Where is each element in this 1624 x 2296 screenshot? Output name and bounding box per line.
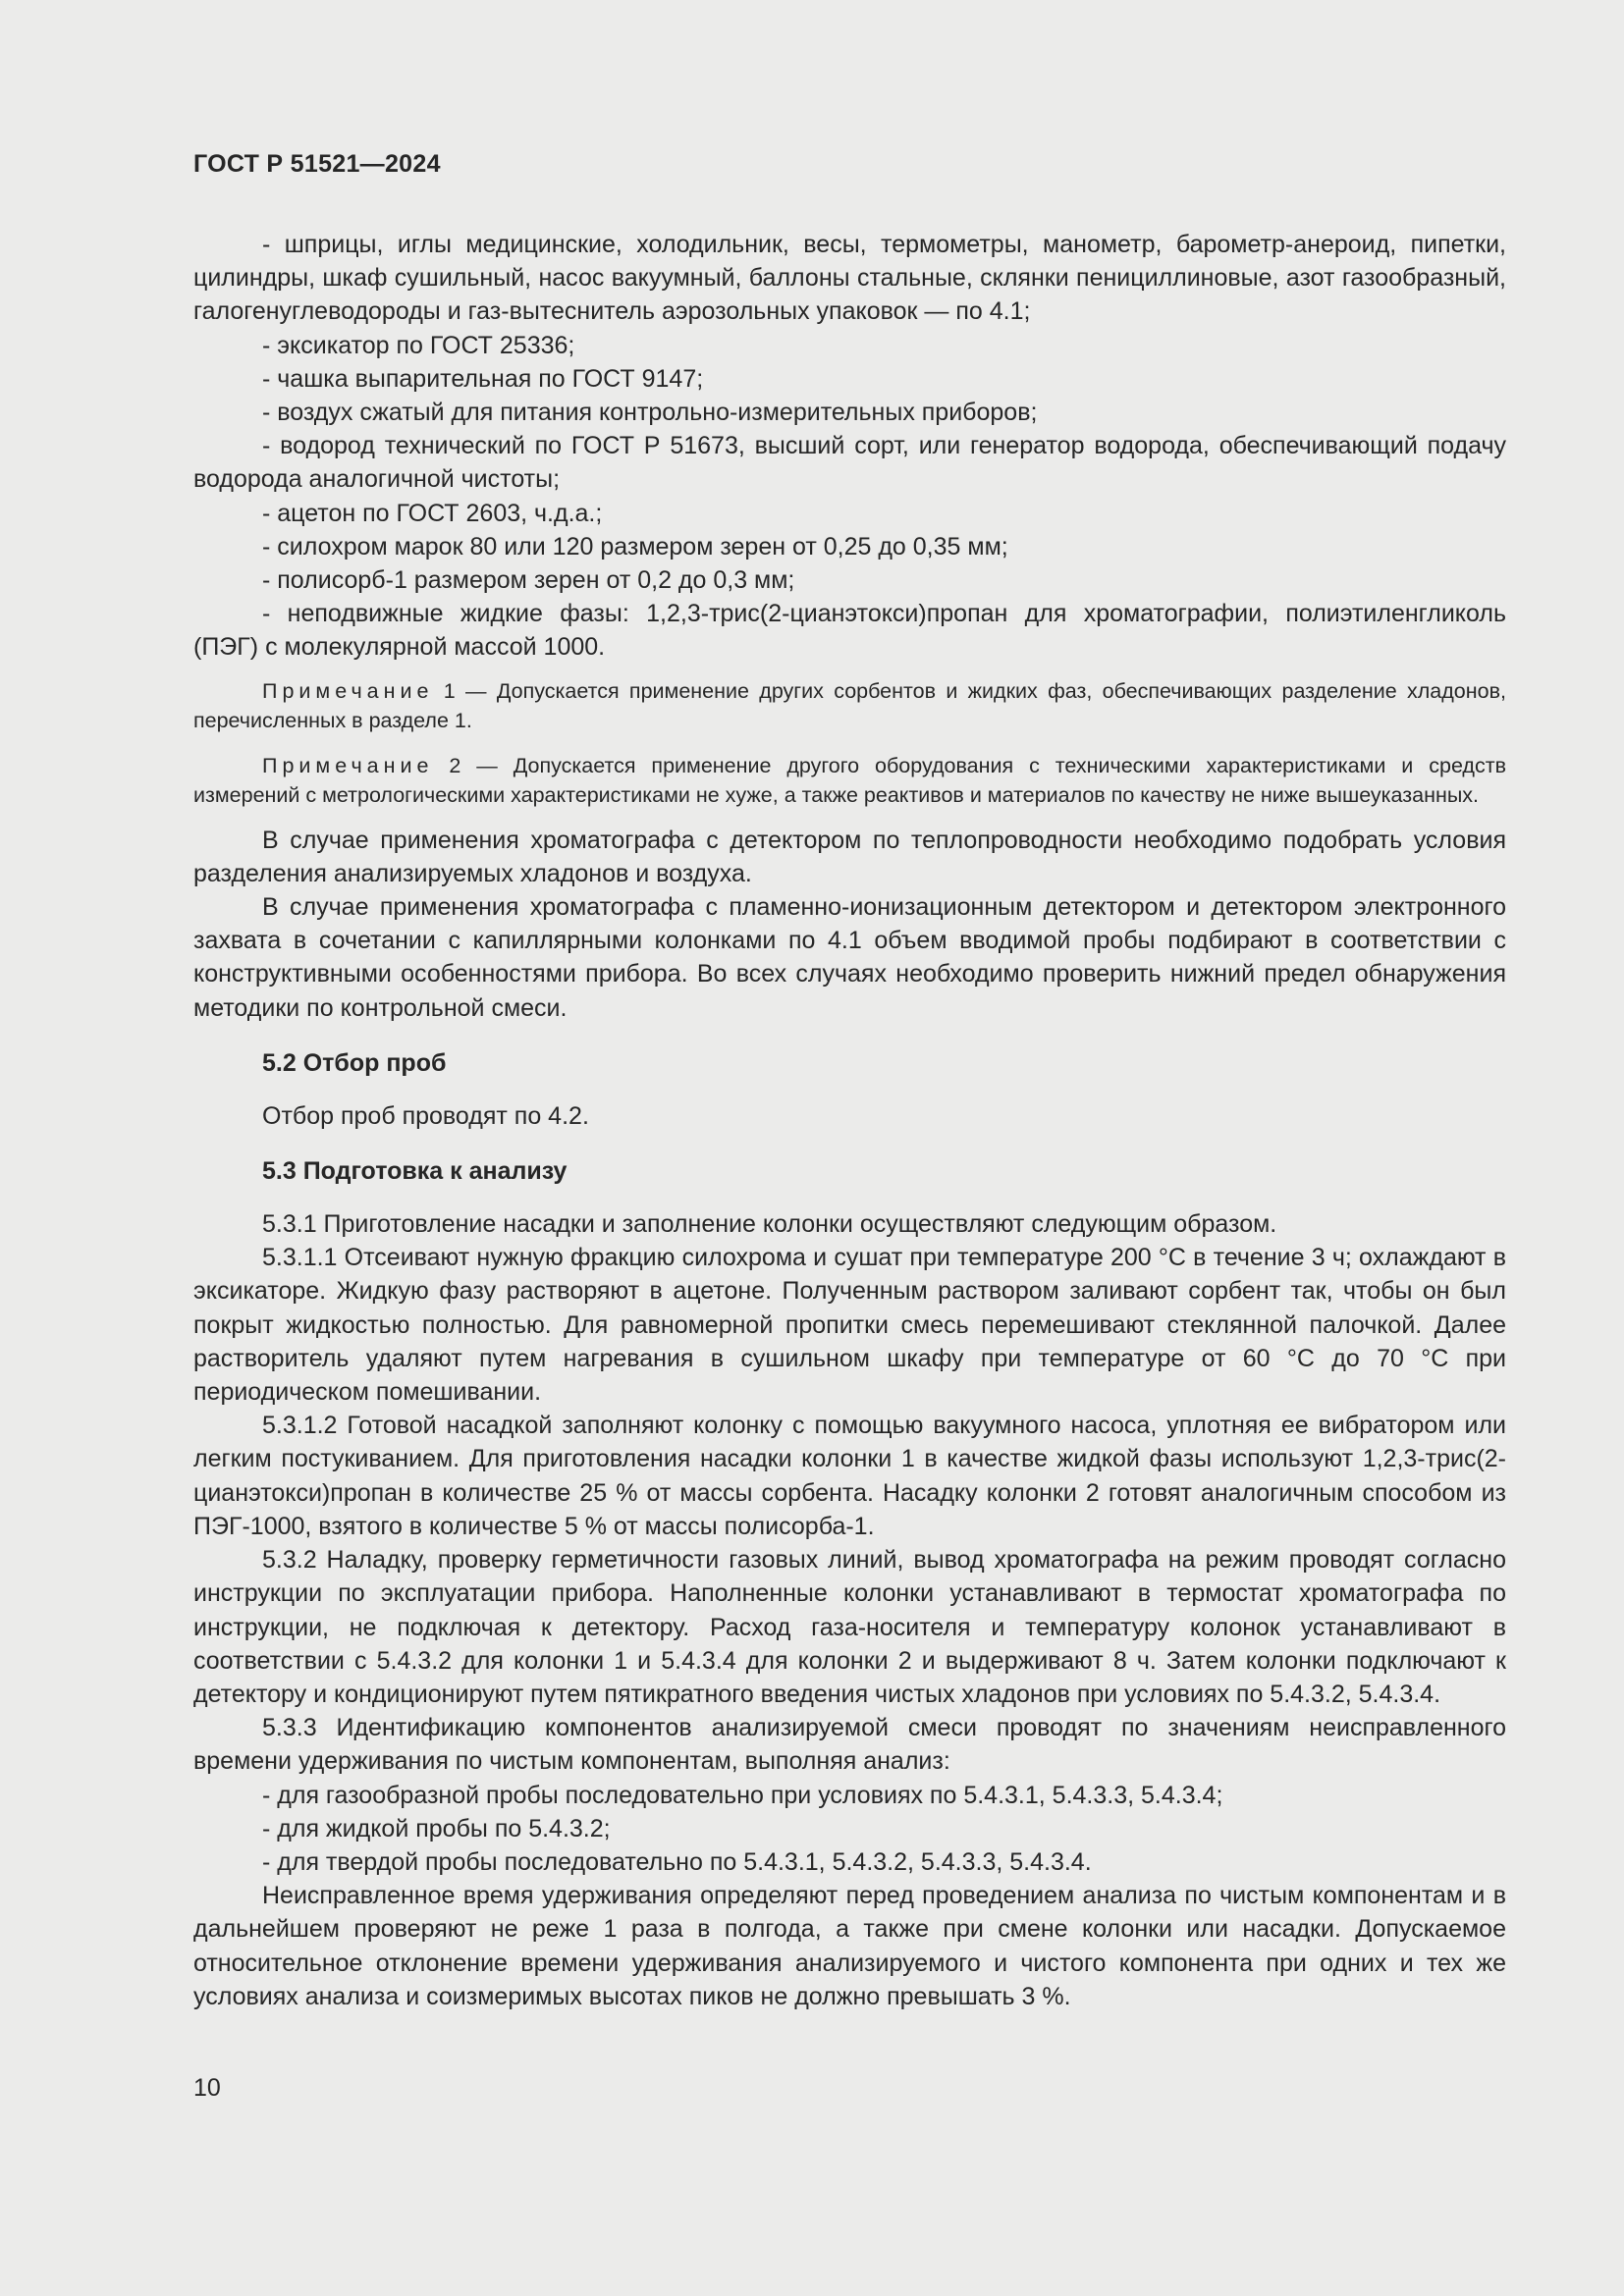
note-1 bbox=[193, 676, 1506, 735]
list-item: - для газообразной пробы последовательно при условиях по 5.4.3.1, 5.4.3.3, 5.4.3.4; bbox=[262, 1781, 1223, 1809]
list-item: - силохром марок 80 или 120 размером зерен от 0,25 до 0,35 мм; bbox=[262, 532, 1008, 561]
paragraph-5-3-1: 5.3.1 Приготовление насадки и заполнение колонки осуществляют следующим образом. bbox=[262, 1210, 1277, 1239]
list-item: - чашка выпарительная по ГОСТ 9147; bbox=[262, 364, 704, 393]
list-item: - воздух сжатый для питания контрольно-измерительных приборов; bbox=[262, 399, 1038, 427]
paragraph-5-3-3: 5.3.3 Идентификацию компонентов анализируемой смеси проводят по значениям неисправленного времени удерживания по чистым компонентам, выполняя анализ: bbox=[193, 1714, 1506, 1776]
list-item: - ацетон по ГОСТ 2603, ч.д.а.; bbox=[262, 499, 603, 527]
paragraph-fid: В случае применения хроматографа с пламенно-ионизационным детектором и детектором электронного захвата в сочетании с капиллярными колонками по 4.1 объем вводимой пробы подбирают в соответствии с конструктивными особенностями прибора. Во всех случаях необходимо проверить нижний предел обнаружения методики по контрольной смеси. bbox=[193, 893, 1506, 1022]
section-heading-5-3: 5.3 Подготовка к анализу bbox=[262, 1157, 568, 1186]
paragraph-tcd: В случае применения хроматографа с детектором по теплопроводности необходимо подобрать условия разделения анализируемых хладонов и воздуха. bbox=[193, 826, 1506, 887]
equipment-list bbox=[193, 228, 1506, 665]
notes-block bbox=[193, 676, 1506, 810]
page-number: 10 bbox=[193, 2074, 221, 2102]
paragraph-5-2: Отбор проб проводят по 4.2. bbox=[262, 1101, 589, 1130]
section-heading-5-2: 5.2 Отбор проб bbox=[262, 1048, 447, 1077]
list-item: - для жидкой пробы по 5.4.3.2; bbox=[262, 1814, 611, 1842]
document-page bbox=[193, 147, 1506, 2013]
note-2 bbox=[193, 751, 1506, 810]
note-label: Примечание bbox=[262, 678, 434, 703]
list-item: - эксикатор по ГОСТ 25336; bbox=[262, 331, 575, 359]
list-item: - шприцы, иглы медицинские, холодильник, весы, термометры, манометр, барометр-анероид, пипетки, цилиндры, шкаф сушильный, насос вакуумный, баллоны стальные, склянки пенициллиновые, азот газообразный, галогенуглеводороды и газ-вытеснитель аэрозольных упаковок — по 4.1; bbox=[193, 231, 1506, 326]
note-text: 1 — Допускается применение других сорбентов и жидких фаз, обеспечивающих разделение хладонов, перечисленных в разделе 1. bbox=[193, 678, 1506, 732]
list-item: - водород технический по ГОСТ Р 51673, высший сорт, или генератор водорода, обеспечивающий подачу водорода аналогичной чистоты; bbox=[193, 432, 1506, 494]
paragraph-5-3-2: 5.3.2 Наладку, проверку герметичности газовых линий, вывод хроматографа на режим проводят согласно инструкции по эксплуатации прибора. Наполненные колонки устанавливают в термостат хроматографа по инструкции, не подключая к детектору. Расход газа-носителя и температуру колонок устанавливают в соответствии с 5.4.3.2 для колонки 1 и 5.4.3.4 для колонки 2 и выдерживают 8 ч. Затем колонки подключают к детектору и кондиционируют путем пятикратного введения чистых хладонов при условиях по 5.4.3.2, 5.4.3.4. bbox=[193, 1546, 1506, 1708]
list-item: - полисорб-1 размером зерен от 0,2 до 0,3 мм; bbox=[262, 566, 795, 595]
list-item: - для твердой пробы последовательно по 5.4.3.1, 5.4.3.2, 5.4.3.3, 5.4.3.4. bbox=[262, 1847, 1092, 1876]
note-label: Примечание bbox=[262, 753, 434, 777]
paragraph-5-3-1-1: 5.3.1.1 Отсеивают нужную фракцию силохрома и сушат при температуре 200 °С в течение 3 ч; охлаждают в эксикаторе. Жидкую фазу растворяют в ацетоне. Полученным раствором заливают сорбент так, чтобы он был покрыт жидкостью полностью. Для равномерной пропитки смесь перемешивают стеклянной палочкой. Далее растворитель удаляют путем нагревания в сушильном шкафу при температуре от 60 °С до 70 °С при периодическом помешивании. bbox=[193, 1244, 1506, 1407]
note-text: 2 — Допускается применение другого оборудования с техническими характеристиками и средств измерений с метрологическими характеристиками не хуже, а также реактивов и материалов по качеству не ниже вышеуказанных. bbox=[193, 753, 1506, 807]
paragraph-retention: Неисправленное время удерживания определяют перед проведением анализа по чистым компонентам и в дальнейшем проверяют не реже 1 раза в полгода, а также при смене колонки или насадки. Допускаемое относительное отклонение времени удерживания анализируемого и чистого компонента при одних и тех же условиях анализа и соизмеримых высотах пиков не должно превышать 3 %. bbox=[193, 1882, 1506, 2010]
document-header: ГОСТ Р 51521—2024 bbox=[193, 150, 441, 178]
paragraph-5-3-1-2: 5.3.1.2 Готовой насадкой заполняют колонку с помощью вакуумного насоса, уплотняя ее вибратором или легким постукиванием. Для приготовления насадки колонки 1 в качестве жидкой фазы используют 1,2,3-трис(2-цианэтокси)пропан в количестве 25 % от массы сорбента. Насадку колонки 2 готовят аналогичным способом из ПЭГ-1000, взятого в количестве 5 % от массы полисорба-1. bbox=[193, 1412, 1506, 1540]
list-item: - неподвижные жидкие фазы: 1,2,3-трис(2-цианэтокси)пропан для хроматографии, полиэтиленгликоль (ПЭГ) с молекулярной массой 1000. bbox=[193, 600, 1506, 662]
